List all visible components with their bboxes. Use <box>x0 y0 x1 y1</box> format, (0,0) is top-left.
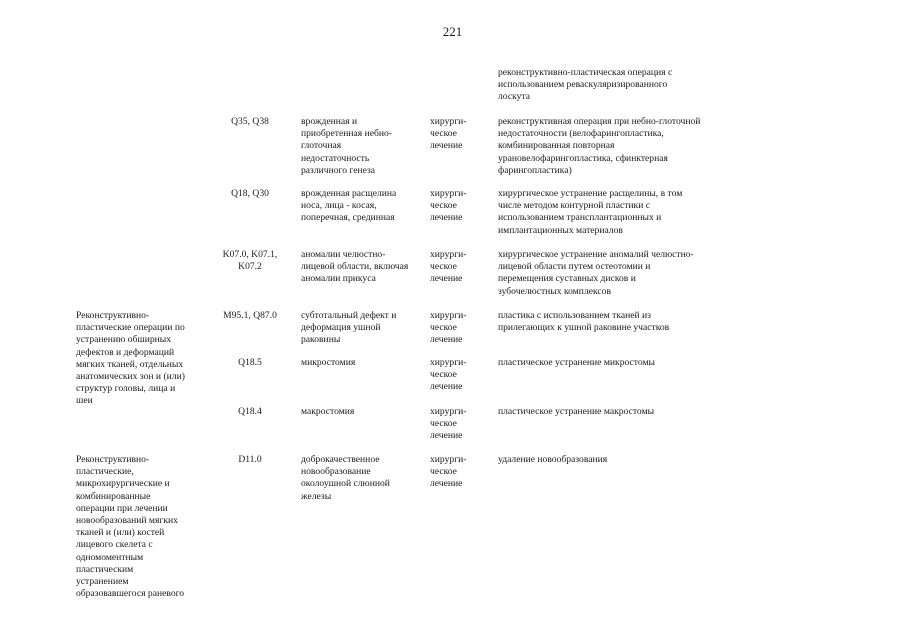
row-treatment: хирурги- ческое лечение <box>430 406 467 442</box>
row-method: пластическое устранение микростомы <box>498 357 655 368</box>
row-code: K07.0, K07.1, K07.2 <box>222 249 278 273</box>
row-method: хирургическое устранение аномалий челюстно- лицевой области путем остеотомии и перемещения суставных дисков и зубочелюстных комплексов <box>498 249 694 297</box>
row-code: Q18.5 <box>238 357 262 368</box>
row-code: M95.1, Q87.0 <box>223 310 277 321</box>
row-code: Q35, Q38 <box>231 116 269 127</box>
row-treatment: хирурги- ческое лечение <box>430 188 467 224</box>
group-name: Реконструктивно- пластические, микрохирургические и комбинированные операции при лечении новообразований мягких тканей и (или) костей лицевого скелета с одномоментным пластическим устранением образовавшегося раневого <box>76 454 185 600</box>
row-method: реконструктивная операция при небно-глоточной недостаточности (велофарингопластика, комбинированная повторная урановелофарингопластика, сфинктерная фарингопластика) <box>498 116 701 176</box>
row-diagnosis: доброкачественное новообразование околоушной слюнной железы <box>301 454 390 502</box>
row-diagnosis: врожденная и приобретенная небно- глоточная недостаточность различного генеза <box>301 116 392 176</box>
row-diagnosis: микростомия <box>301 357 356 368</box>
row-method: хирургическое устранение расщелины, в том числе методом контурной пластики с использованием трансплантационных и имплантационных материалов <box>498 188 683 236</box>
row-diagnosis: субтотальный дефект и деформация ушной раковины <box>301 310 397 346</box>
row-diagnosis: аномалии челюстно- лицевой области, включая аномалии прикуса <box>301 249 409 285</box>
row-code: Q18, Q30 <box>231 188 269 199</box>
row-treatment: хирурги- ческое лечение <box>430 249 467 285</box>
page-number: 221 <box>442 24 463 39</box>
row-method: пластическое устранение макростомы <box>498 406 655 417</box>
row-diagnosis: макростомия <box>301 406 355 417</box>
group-name: Реконструктивно- пластические операции по устранению обширных дефектов и деформаций мягких тканей, отдельных анатомических зон и (или) структур головы, лица и шеи <box>76 310 185 407</box>
row-code: D11.0 <box>238 454 262 465</box>
row-treatment: хирурги- ческое лечение <box>430 116 467 152</box>
row-diagnosis: врожденная расщелина носа, лица - косая, поперечная, срединная <box>301 188 397 224</box>
row-method: удаление новообразования <box>498 454 608 465</box>
continued-method-text: реконструктивно-пластическая операция с использованием реваскуляризированного лоскута <box>498 67 673 103</box>
row-treatment: хирурги- ческое лечение <box>430 454 467 490</box>
row-treatment: хирурги- ческое лечение <box>430 357 467 393</box>
row-method: пластика с использованием тканей из прилегающих к ушной раковине участков <box>498 310 670 334</box>
row-code: Q18.4 <box>238 406 262 417</box>
row-treatment: хирурги- ческое лечение <box>430 310 467 346</box>
